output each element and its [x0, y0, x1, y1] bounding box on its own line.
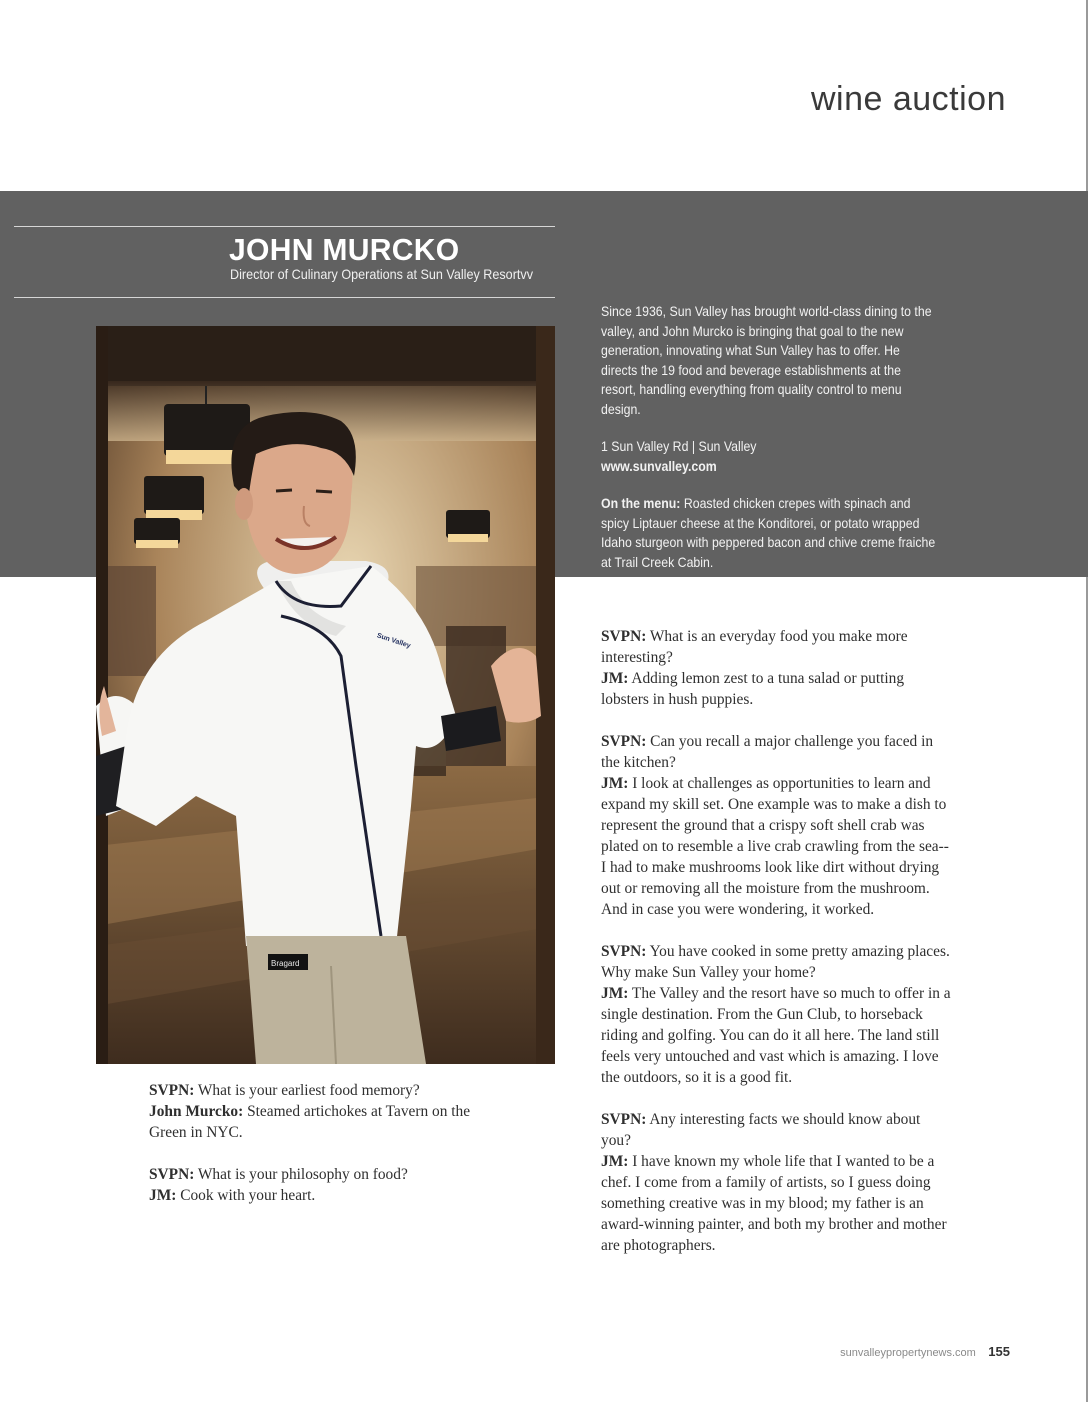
question-text: What is an everyday food you make more interesting?: [601, 628, 908, 666]
qa-right-column: [601, 626, 951, 1277]
question-text: You have cooked in some pretty amazing places. Why make Sun Valley your home?: [601, 943, 950, 981]
question-text: Any interesting facts we should know about you?: [601, 1111, 921, 1149]
answer-text: I look at challenges as opportunities to learn and expand my skill set. One example was to make a dish to represent the ground that a crispy soft shell crab was plated on to resemble a live crab crawling from the sea--I had to make mushrooms look like dirt without drying out or removing all the moisture from the mushroom. And in case you were wondering, it worked.: [601, 775, 949, 918]
answer-label: JM:: [601, 670, 629, 687]
answer-text: I have known my whole life that I wanted to be a chef. I come from a family of artists, so I guess doing something creative was in my blood; my father is an award-winning painter, and both my brother and mother are photographers.: [601, 1153, 947, 1254]
qa-item: [601, 1109, 951, 1256]
contact-block: [601, 437, 935, 476]
answer-label: JM:: [601, 775, 629, 792]
menu-text: Roasted chicken crepes with spinach and spicy Liptauer cheese at the Konditorei, or potato wrapped Idaho sturgeon with peppered bacon and chive creme fraiche at Trail Creek Cabin.: [601, 495, 936, 570]
qa-item: [601, 731, 951, 920]
answer-label: John Murcko:: [149, 1103, 244, 1120]
profile-name: JOHN MURCKO: [229, 232, 460, 267]
banner-rule-bottom: [14, 297, 555, 298]
menu-block: [601, 494, 935, 572]
question-label: SVPN:: [601, 1111, 647, 1128]
pendant-lamp: [446, 510, 490, 542]
banner-rule-top: [14, 226, 555, 227]
profile-intro: [601, 302, 935, 590]
answer-label: JM:: [149, 1187, 177, 1204]
qa-item: [149, 1164, 489, 1206]
question-label: SVPN:: [149, 1082, 195, 1099]
answer-text: The Valley and the resort have so much to offer in a single destination. From the Gun Club, to horseback riding and golfing. You can do it all here. The land still feels very untouched and vast which is amazing. I love the outdoors, so it is a good fit.: [601, 985, 951, 1086]
answer-text: Adding lemon zest to a tuna salad or putting lobsters in hush puppies.: [601, 670, 905, 708]
pants-tag: Bragard: [271, 959, 300, 968]
intro-paragraph: Since 1936, Sun Valley has brought world-class dining to the valley, and John Murcko is bringing that goal to the new generation, innovating what Sun Valley has to offer. He directs the 19 food and beverage establishments at the resort, handling everything from quality control to menu design.: [601, 303, 932, 417]
question-text: What is your philosophy on food?: [194, 1166, 408, 1183]
question-text: Can you recall a major challenge you faced in the kitchen?: [601, 733, 934, 771]
question-label: SVPN:: [601, 943, 647, 960]
qa-item: [601, 626, 951, 710]
qa-left-column: [149, 1080, 489, 1227]
answer-text: Cook with your heart.: [176, 1187, 316, 1204]
question-label: SVPN:: [149, 1166, 195, 1183]
answer-label: JM:: [601, 1153, 629, 1170]
qa-item: [149, 1080, 489, 1143]
chef-photo: [96, 326, 555, 1064]
address: 1 Sun Valley Rd | Sun Valley: [601, 438, 757, 454]
pendant-lamp: [134, 518, 180, 548]
answer-label: JM:: [601, 985, 629, 1002]
website-link[interactable]: www.sunvalley.com: [601, 457, 717, 474]
question-label: SVPN:: [601, 733, 647, 750]
apron-logo: Sun Valley: [375, 632, 412, 650]
question-text: What is your earliest food memory?: [194, 1082, 420, 1099]
question-label: SVPN:: [601, 628, 647, 645]
pendant-lamp: [144, 476, 204, 520]
answer-text: Steamed artichokes at Tavern on the Green in NYC.: [149, 1103, 471, 1141]
footer-url[interactable]: sunvalleypropertynews.com: [840, 1347, 976, 1359]
profile-title: Director of Culinary Operations at Sun Valley Resortvv: [230, 266, 533, 282]
qa-item: [601, 941, 951, 1088]
page-number: 155: [988, 1344, 1010, 1359]
page-footer: [840, 1343, 1010, 1361]
menu-label: On the menu:: [601, 495, 681, 511]
section-title: wine auction: [810, 80, 1006, 118]
